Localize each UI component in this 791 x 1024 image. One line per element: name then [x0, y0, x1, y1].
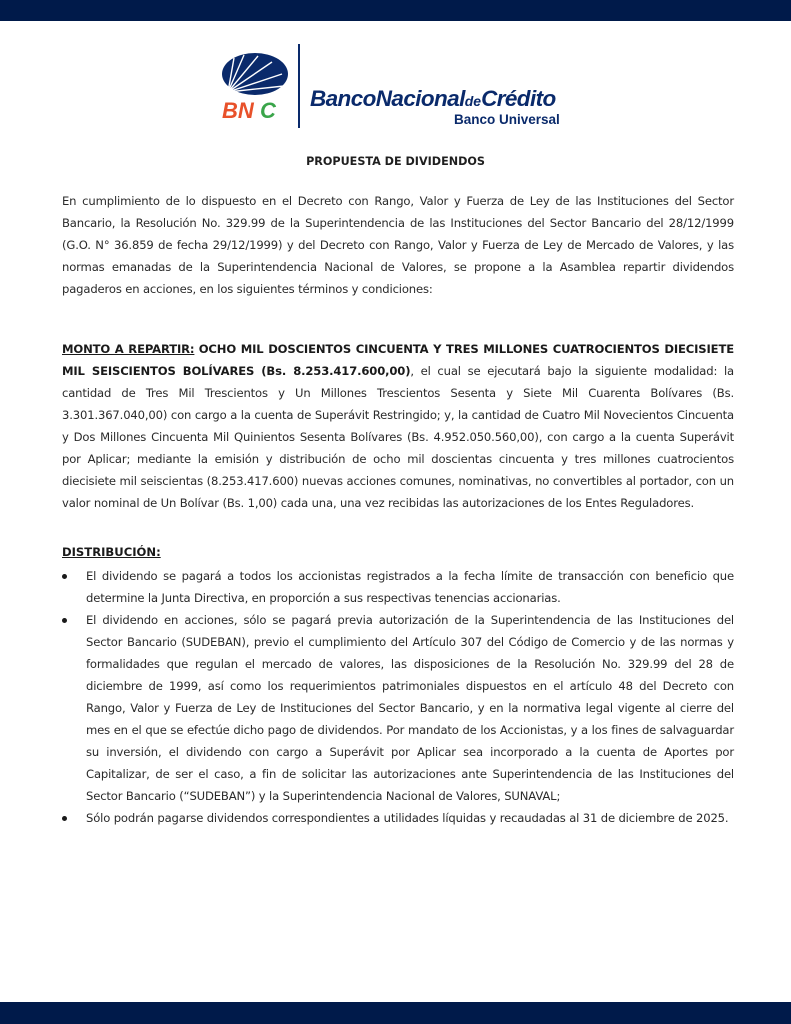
list-item-text: El dividendo en acciones, sólo se pagará previa autorización de la Superintendencia de las Instituciones del Sector Bancario (SUDEBAN), previo el cumplimiento del Artículo 307 del Código de Comercio y de las normas y formalidades que regulan el mercado de valores, las disposiciones de la Resolución No. 329.99 del 28 de diciembre de 1999, así como los requerimientos patrimoniales dispuestos en el artículo 48 del Decreto con Rango, Valor y Fuerza de Ley de Instituciones del Sector Bancario, y en la normativa legal vigente al cierre del mes en el que se efectúe dicho pago de dividendos. Por mandato de los Accionistas, y a los fines de salvaguardar su inversión, el dividendo con cargo a Superávit por Aplicar sea incorporado a la cuenta de Aportes por Capitalizar, de ser el caso, a fin de solicitar las autorizaciones ante Superintendencia de las Instituciones del Sector Bancario (“SUDEBAN”) y la Superintendencia Nacional de Valores, SUNAVAL;	[86, 613, 734, 803]
bank-name-part1: BancoNacional	[310, 86, 465, 111]
bank-name-de: de	[464, 93, 482, 109]
amount-paragraph	[62, 338, 734, 514]
list-item	[62, 807, 734, 829]
bullet-icon	[62, 618, 67, 623]
bullet-icon	[62, 574, 67, 579]
logo-letter-c: C	[260, 98, 276, 122]
list-item-text: El dividendo se pagará a todos los accionistas registrados a la fecha límite de transacción con beneficio que determine la Junta Directiva, en proporción a sus respectivas tenencias accionarias.	[86, 569, 734, 605]
amount-value: OCHO MIL DOSCIENTOS CINCUENTA Y TRES MILLONES CUATROCIENTOS DIECISIETE MIL SEISCIENTOS BOLÍVARES (Bs. 8.253.417.600,00)	[62, 342, 734, 378]
list-item	[62, 565, 734, 609]
intro-paragraph: En cumplimiento de lo dispuesto en el Decreto con Rango, Valor y Fuerza de Ley de las Instituciones del Sector Bancario, la Resolución No. 329.99 de la Superintendencia de las Instituciones del Sector Bancario del 28/12/1999 (G.O. N° 36.859 de fecha 29/12/1999) y del Decreto con Rango, Valor y Fuerza de Ley de Mercado de Valores, y las normas emanadas de la Superintendencia Nacional de Valores, se propone a la Asamblea repartir dividendos pagaderos en acciones, en los siguientes términos y condiciones:	[62, 194, 734, 296]
distribution-heading: DISTRIBUCIÓN:	[62, 545, 161, 559]
bnc-emblem-icon	[220, 52, 290, 122]
bank-name	[310, 86, 556, 112]
amount-details: , el cual se ejecutará bajo la siguiente modalidad: la cantidad de Tres Mil Trescientos y Un Millones Trescientos Sesenta y Siete Mil Cuarenta Bolívares (Bs. 3.301.367.040,00) con cargo a la cuenta de Superávit Restringido; y, la cantidad de Cuatro Mil Novecientos Cincuenta y Dos Millones Cincuenta Mil Quinientos Sesenta Bolívares (Bs. 4.952.050.560,00), con cargo a la cuenta Superávit por Aplicar; mediante la emisión y distribución de ocho mil doscientas cincuenta y tres millones cuatrocientos diecisiete mil seiscientas (8.253.417.600) nuevas acciones comunes, nominativas, no convertibles al portador, con un valor nominal de Un Bolívar (Bs. 1,00) cada una, una vez recibidas las autorizaciones de los Entes Reguladores.	[62, 364, 734, 510]
footer-band	[0, 1002, 791, 1024]
bnc-logo	[220, 44, 580, 130]
header-band	[0, 0, 791, 21]
logo-divider	[298, 44, 300, 128]
distribution-list	[62, 565, 734, 829]
bank-name-part2: Crédito	[481, 86, 556, 111]
bank-subtitle: Banco Universal	[454, 112, 560, 127]
list-item	[62, 609, 734, 807]
logo-letter-bn: BN	[222, 98, 254, 122]
list-item-text: Sólo podrán pagarse dividendos correspondientes a utilidades líquidas y recaudadas al 31 de diciembre de 2025.	[86, 811, 729, 825]
amount-label: MONTO A REPARTIR:	[62, 342, 195, 356]
document-title: PROPUESTA DE DIVIDENDOS	[306, 155, 485, 168]
bullet-icon	[62, 816, 67, 821]
